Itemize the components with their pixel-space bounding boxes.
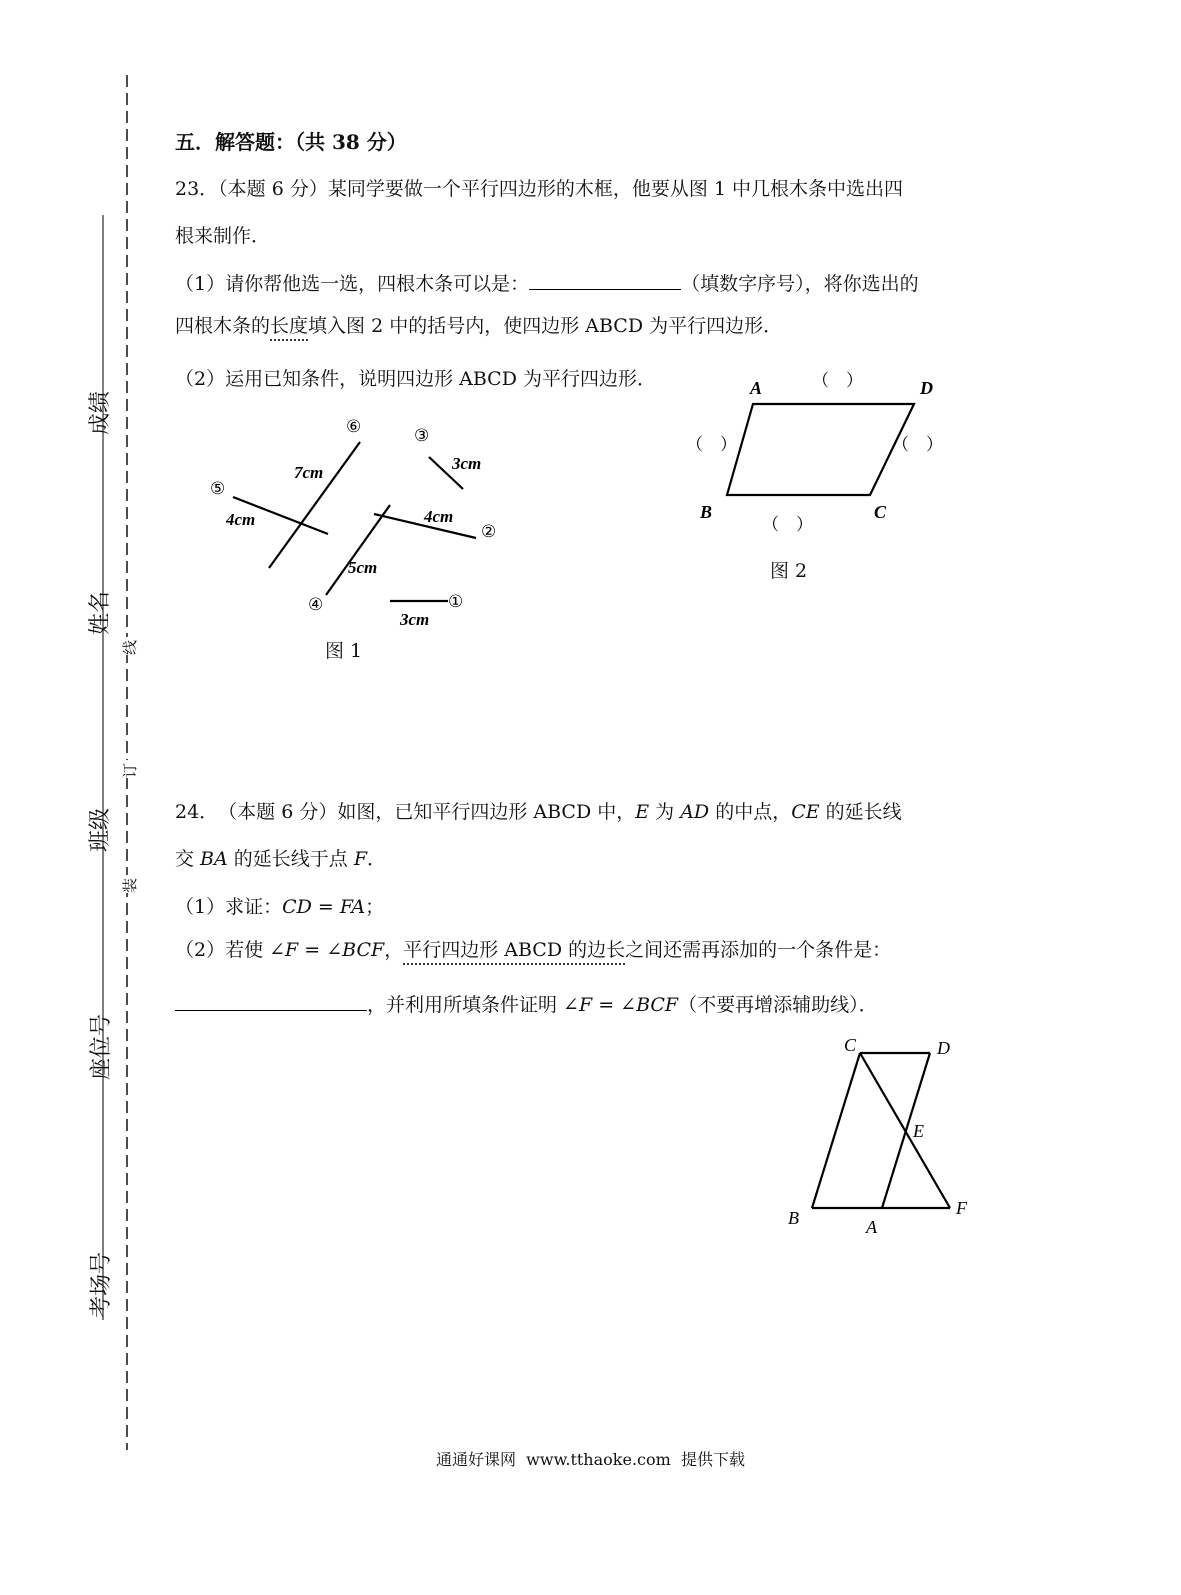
- q24-part2-prefix: （2）若使: [175, 939, 270, 961]
- stick-1-length: 3cm: [400, 610, 430, 629]
- stick-3-number: ③: [414, 426, 430, 445]
- q24-part3-text-b: （不要再增添辅助线）．: [678, 994, 878, 1016]
- point-f-label: F: [956, 1198, 967, 1218]
- q23-part2: （2）运用已知条件，说明四边形 ABCD 为平行四边形．: [175, 368, 656, 390]
- q24-line1-text-b: 为: [649, 801, 681, 823]
- q24-segment-ba: BA: [200, 848, 228, 870]
- q24-point-f: F: [353, 848, 368, 870]
- field-name-label: 姓名: [88, 590, 113, 635]
- q24-part1: [175, 898, 384, 917]
- stick-4-length: 5cm: [348, 558, 378, 577]
- figure-1-caption: 图 1: [325, 640, 363, 662]
- figure-2-caption: 图 2: [770, 560, 808, 582]
- binding-mark-staple: 订: [119, 760, 137, 778]
- q24-line2: [175, 850, 386, 869]
- q24-part2: [175, 941, 891, 960]
- stick-6: [269, 442, 360, 568]
- q24-part2-equation: ∠F = ∠BCF: [269, 939, 385, 961]
- point-a-label: A: [866, 1217, 877, 1237]
- q24-part2-comma: ，: [384, 939, 404, 961]
- q23-part1-text-a: 四根木条的: [175, 315, 271, 337]
- binding-mark-bind: 装: [119, 875, 137, 893]
- q23-part1-suffix: （填数字序号），将你选出的: [681, 273, 919, 295]
- binding-lines: [0, 0, 160, 1595]
- vertex-b-label: B: [700, 502, 713, 522]
- vertex-c-label: C: [874, 502, 887, 522]
- q24-segment-ce: CE: [791, 801, 820, 823]
- q24-part1-prefix: （1）求证：: [175, 896, 283, 918]
- stick-4: [326, 505, 390, 595]
- bracket-bottom-bc: （ ）: [762, 515, 813, 534]
- stick-2-number: ②: [481, 522, 497, 541]
- bracket-left-ab: （ ）: [686, 435, 737, 454]
- q24-part2-suffix: 之间还需再添加的一个条件是：: [625, 939, 892, 961]
- q24-figure: [780, 1030, 980, 1245]
- point-b-label: B: [788, 1208, 799, 1228]
- stick-5-length: 4cm: [226, 510, 256, 529]
- stick-4-number: ④: [308, 595, 324, 614]
- segment-cf: [860, 1053, 950, 1208]
- point-d-label: D: [937, 1038, 950, 1058]
- stick-6-length: 7cm: [294, 463, 324, 482]
- q24-line1-text-a: 24． （本题 6 分）如图，已知平行四边形 ABCD 中，: [175, 801, 636, 823]
- stick-3-length: 3cm: [452, 454, 482, 473]
- q24-condition-blank[interactable]: [175, 1010, 367, 1011]
- field-room-label: 考场号: [89, 1251, 114, 1318]
- q23-part1-line1: [175, 275, 919, 294]
- q24-part1-suffix: ；: [365, 896, 385, 918]
- vertex-d-label: D: [920, 378, 933, 398]
- bracket-right-dc: （ ）: [892, 435, 943, 454]
- q24-part3: [175, 996, 878, 1015]
- q23-part1-text-b: 填入图 2 中的括号内，使四边形 ABCD 为平行四边形．: [308, 315, 783, 337]
- q24-emphasis-side-lengths: 平行四边形 ABCD 的边长: [403, 939, 625, 965]
- q24-segment-ad: AD: [680, 801, 710, 823]
- bracket-top-ad: （ ）: [812, 371, 863, 390]
- q24-line2-text-c: ．: [367, 848, 387, 870]
- q23-line2: 根来制作．: [175, 225, 271, 247]
- q24-part1-equation: CD = FA: [282, 896, 366, 918]
- q24-part3-text-a: ，并利用所填条件证明: [367, 994, 564, 1016]
- stick-5-number: ⑤: [210, 479, 226, 498]
- q24-point-e: E: [635, 801, 650, 823]
- page-footer: 通通好课网 www.tthaoke.com 提供下载: [436, 1450, 745, 1469]
- field-class-label: 班级: [88, 807, 113, 852]
- q24-line2-text-a: 交: [175, 848, 201, 870]
- q23-emphasis-length: 长度: [270, 315, 308, 341]
- stick-1-number: ①: [448, 592, 464, 611]
- point-c-label: C: [844, 1035, 857, 1055]
- section-title: 五．解答题：（共 38 分）: [175, 130, 407, 154]
- vertex-a-label: A: [750, 378, 763, 398]
- q24-line1-text-c: 的中点，: [709, 801, 792, 823]
- parallelogram-abcd: [727, 404, 914, 495]
- stick-6-number: ⑥: [346, 417, 362, 436]
- q23-answer-blank[interactable]: [529, 289, 681, 290]
- q23-line1: 23．（本题 6 分）某同学要做一个平行四边形的木框，他要从图 1 中几根木条中选出四: [175, 178, 904, 200]
- figure-1-sticks: [190, 405, 510, 675]
- stick-2-length: 4cm: [424, 507, 454, 526]
- q24-line2-text-b: 的延长线于点: [227, 848, 354, 870]
- figure-2-parallelogram: [680, 360, 980, 540]
- point-e-label: E: [913, 1121, 924, 1141]
- field-score-label: 成绩: [88, 390, 113, 435]
- field-seat-label: 座位号: [89, 1013, 114, 1080]
- q23-part1-prefix: （1）请你帮他选一选，四根木条可以是：: [175, 273, 530, 295]
- q23-part1-line2: [175, 317, 782, 336]
- q24-part3-equation: ∠F = ∠BCF: [563, 994, 679, 1016]
- binding-mark-line: 线: [119, 637, 137, 655]
- q24-line1-text-d: 的延长线: [819, 801, 902, 823]
- q24-line1: [175, 803, 902, 822]
- segment-cb: [812, 1053, 860, 1208]
